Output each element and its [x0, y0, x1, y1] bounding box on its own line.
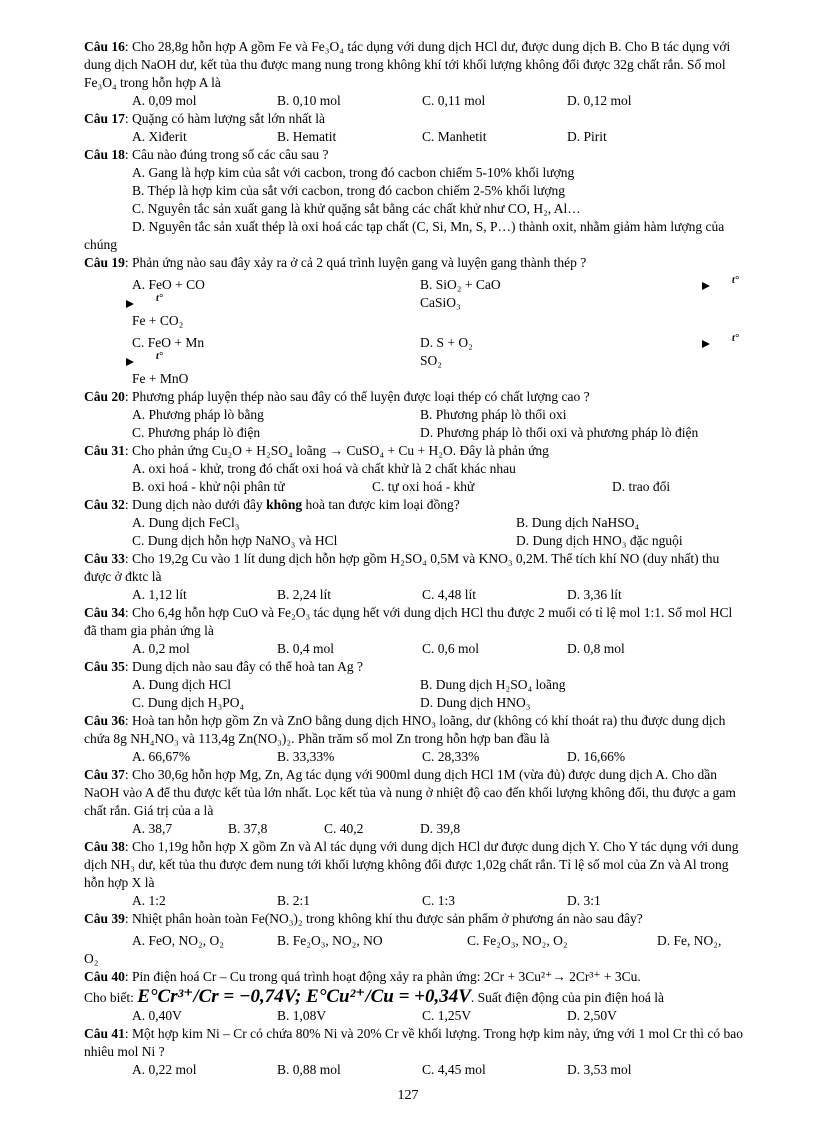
question-text: : Câu nào đúng trong số các câu sau ?: [124, 147, 329, 162]
option-a: A. 1:2: [132, 893, 166, 908]
question-label: Câu 36: [84, 713, 125, 728]
options-row: [84, 128, 746, 146]
option-a: A. 66,67%: [132, 749, 191, 764]
question-label: Câu 16: [84, 39, 125, 54]
option-b: B. Hematit: [277, 129, 337, 144]
option-a: A. 1,12 lít: [132, 587, 187, 602]
question-17: [84, 110, 746, 146]
option-d-continued: O₂: [84, 951, 99, 966]
option-b: [420, 276, 746, 330]
question-33: [84, 550, 746, 604]
options-row: [84, 424, 746, 442]
options-row: [84, 92, 746, 110]
question-32: [84, 496, 746, 550]
options-row: [84, 640, 746, 658]
option-c: C. 0,6 mol: [422, 641, 480, 656]
reactants: A. FeO + CO: [132, 277, 205, 292]
question-label: Câu 32: [84, 497, 125, 512]
options-row: [84, 514, 746, 532]
option-a: A. 0,09 mol: [132, 93, 197, 108]
option-d: D. Phương pháp lò thổi oxi và phương pháp lò điện: [420, 425, 699, 440]
option-a: A. FeO, NO₂, O₂: [132, 933, 224, 948]
question-38: [84, 838, 746, 910]
question-text: : Cho 19,2g Cu vào 1 lít dung dịch hỗn hợp gồm H₂SO₄ 0,5M và KNO₃ 0,2M. Thể tích khí NO (duy nhất) thu được ở đktc là: [84, 551, 720, 584]
options-row: [84, 676, 746, 694]
question-text: : Quặng có hàm lượng sắt lớn nhất là: [124, 111, 325, 126]
option-a: A. Dung dịch HCl: [132, 677, 231, 692]
products: SO₂: [420, 353, 442, 368]
option-b: B. Dung dịch H₂SO₄ loãng: [420, 677, 566, 692]
options-row: [84, 478, 746, 496]
option-a: A. Xiđerit: [132, 129, 187, 144]
option-c: C. tự oxi hoá - khử: [372, 479, 475, 494]
option-b: B. Phương pháp lò thổi oxi: [420, 407, 567, 422]
option-d: D. 3:1: [567, 893, 601, 908]
question-label: Câu 18: [84, 147, 125, 162]
option-a: A. 0,2 mol: [132, 641, 190, 656]
question-label: Câu 19: [84, 255, 125, 270]
question-label: Câu 31: [84, 443, 125, 458]
question-31: [84, 442, 746, 496]
option-a: A. 38,7: [132, 821, 173, 836]
question-text: : Pin điện hoá Cr – Cu trong quá trình hoạt động xảy ra phản ứng: 2Cr + 3Cu²⁺→ 2Cr³⁺ + 3Cu.: [124, 969, 641, 984]
reactants: D. S + O₂: [420, 335, 473, 350]
option-b: B. Dung dịch NaHSO₄: [516, 515, 640, 530]
question-text: : Hoà tan hỗn hợp gồm Zn và ZnO bằng dung dịch HNO₃ loãng, dư (không có khí thoát ra) thu được dung dịch chứa 8g NH₄NO₃ và 113,4g Zn(NO₃)₂. Phần trăm số mol Zn trong hỗn hợp ban đầu là: [84, 713, 726, 746]
option-b: B. 1,08V: [277, 1008, 327, 1023]
option-b: B. 0,88 mol: [277, 1062, 341, 1077]
option-b: B. 37,8: [228, 821, 268, 836]
option-d: D. 16,66%: [567, 749, 626, 764]
options-row: [84, 820, 746, 838]
option-b: B. Fe₂O₃, NO₂, NO: [277, 933, 383, 948]
question-41: [84, 1025, 746, 1079]
options-row: [84, 1061, 746, 1079]
option-b: B. 2:1: [277, 893, 311, 908]
option-c: C. Manhetit: [422, 129, 487, 144]
option-d: D. 0,8 mol: [567, 641, 625, 656]
option-c: C. 1,25V: [422, 1008, 472, 1023]
question-40: [84, 968, 746, 1025]
option-d: D. Fe, NO₂,: [657, 933, 722, 948]
options-row: [84, 532, 746, 550]
question-text: : Dung dịch nào sau đây có thể hoà tan Ag ?: [124, 659, 363, 674]
option-c: C. 4,45 mol: [422, 1062, 486, 1077]
option-c: C. Phương pháp lò điện: [132, 425, 261, 440]
question-label: Câu 41: [84, 1026, 125, 1041]
option-d: D. 2,50V: [567, 1008, 617, 1023]
products: Fe + MnO: [132, 371, 189, 386]
option-b: B. 0,4 mol: [277, 641, 335, 656]
question-label: Câu 34: [84, 605, 125, 620]
question-text: : Cho 30,6g hỗn hợp Mg, Zn, Ag tác dụng với 900ml dung dịch HCl 1M (vừa đủ) được dung dịch A. Cho dần NaOH vào A để thu được kết tủa lớn nhất. Lọc kết tủa và nung ở nhiệt độ cao đến khối lượng không đổi, thu được a gam chất rắn. Giá trị của a là: [84, 767, 736, 818]
question-label: Câu 33: [84, 551, 125, 566]
question-text: : Một hợp kim Ni – Cr có chứa 80% Ni và 20% Cr về khối lượng. Trong hợp kim này, ứng với 1 mol Cr thì có bao nhiêu mol Ni ?: [84, 1026, 743, 1059]
option-c: [132, 334, 420, 388]
question-text: : Cho 1,19g hỗn hợp X gồm Zn và Al tác dụng với dung dịch HCl dư được dung dịch Y. Cho Y tác dụng với dung dịch NH₃ dư, kết tủa thu được đem nung tới khối lượng không đổi được 1,02g chất rắn. Tỉ lệ số mol của Zn và Al trong hỗn hợp X là: [84, 839, 739, 890]
options-row: [84, 932, 746, 950]
question-20: [84, 388, 746, 442]
question-text: : Phản ứng nào sau đây xảy ra ở cả 2 quá trình luyện gang và luyện gang thành thép ?: [124, 255, 587, 270]
option-c: C. Nguyên tắc sản xuất gang là khử quặng sắt bằng các chất khử như CO, H₂, Al…: [132, 201, 581, 216]
question-emphasis: không: [266, 497, 303, 512]
option-d: D. 3,36 lít: [567, 587, 622, 602]
arrow-label: t°: [732, 274, 739, 286]
option-c: C. Dung dịch H₃PO₄: [132, 695, 245, 710]
options-row: [84, 586, 746, 604]
options-row: [84, 892, 746, 910]
option-c: C. 1:3: [422, 893, 456, 908]
option-c: C. Fe₂O₃, NO₂, O₂: [467, 933, 568, 948]
option-b: B. 2,24 lít: [277, 587, 332, 602]
option-d: D. Pirit: [567, 129, 607, 144]
question-label: Câu 39: [84, 911, 125, 926]
reactants: B. SiO₂ + CaO: [420, 277, 501, 292]
option-b: B. Thép là hợp kim của sắt với cacbon, trong đó cacbon chiếm 2-5% khối lượng: [132, 183, 566, 198]
question-label: Câu 17: [84, 111, 125, 126]
option-a: A. 0,22 mol: [132, 1062, 197, 1077]
option-d: D. Nguyên tắc sản xuất thép là oxi hoá các tạp chất (C, Si, Mn, S, P…) thành oxit, nhằm giảm hàm lượng của chúng: [84, 219, 725, 252]
options-row: [84, 276, 746, 330]
option-a: [132, 276, 420, 330]
question-16: [84, 38, 746, 110]
given-text-end: . Suất điện động của pin điện hoá là: [470, 990, 665, 1005]
option-d: D. trao đổi: [612, 479, 671, 494]
question-text: : Nhiệt phân hoàn toàn Fe(NO₃)₂ trong không khí thu được sản phẩm ở phương án nào sau đây?: [124, 911, 643, 926]
option-d: [420, 334, 746, 388]
question-text: : Cho 6,4g hỗn hợp CuO và Fe₂O₃ tác dụng hết với dung dịch HCl thu được 2 muối có tỉ lệ mol 1:1. Số mol HCl đã tham gia phản ứng là: [84, 605, 733, 638]
option-b: B. 0,10 mol: [277, 93, 341, 108]
option-c: C. 28,33%: [422, 749, 480, 764]
question-35: [84, 658, 746, 712]
question-label: Câu 40: [84, 969, 125, 984]
option-c: C. 4,48 lít: [422, 587, 477, 602]
option-d: D. 0,12 mol: [567, 93, 632, 108]
option-a: A. Gang là hợp kim của sắt với cacbon, trong đó cacbon chiếm 5-10% khối lượng: [132, 165, 575, 180]
option-d: D. Dung dịch HNO₃ đặc nguội: [516, 533, 683, 548]
options-row: [84, 1007, 746, 1025]
reactants: C. FeO + Mn: [132, 335, 205, 350]
option-c: C. 40,2: [324, 821, 364, 836]
document-page: [84, 38, 746, 1079]
question-39: [84, 910, 746, 968]
question-19: [84, 254, 746, 388]
arrow-label: t°: [156, 292, 163, 304]
options-row: [84, 694, 746, 712]
question-text-end: hoà tan được kim loại đồng?: [302, 497, 460, 512]
option-a: A. Phương pháp lò bằng: [132, 407, 264, 422]
option-a: A. Dung dịch FeCl₃: [132, 515, 240, 530]
option-c: C. Dung dịch hỗn hợp NaNO₃ và HCl: [132, 533, 338, 548]
question-text: : Dung dịch nào dưới đây: [124, 497, 267, 512]
option-a: A. 0,40V: [132, 1008, 182, 1023]
option-b: B. 33,33%: [277, 749, 335, 764]
products: Fe + CO₂: [132, 313, 184, 328]
page-number: 127: [397, 1088, 419, 1103]
arrow-label: t°: [732, 332, 739, 344]
option-d: D. Dung dịch HNO₃: [420, 695, 531, 710]
question-label: Câu 37: [84, 767, 125, 782]
question-18: [84, 146, 746, 254]
question-label: Câu 38: [84, 839, 125, 854]
question-label: Câu 20: [84, 389, 125, 404]
question-label: Câu 35: [84, 659, 125, 674]
question-37: [84, 766, 746, 838]
arrow-label: t°: [156, 350, 163, 362]
option-b: B. oxi hoá - khử nội phân tử: [132, 479, 285, 494]
question-36: [84, 712, 746, 766]
question-34: [84, 604, 746, 658]
electrode-potential-formula: E°Cr³⁺/Cr = −0,74V; E°Cu²⁺/Cu = +0,34V: [137, 986, 471, 1007]
option-d: D. 39,8: [420, 821, 461, 836]
option-d: D. 3,53 mol: [567, 1062, 632, 1077]
question-text: : Cho 28,8g hỗn hợp A gồm Fe và Fe₃O₄ tác dụng với dung dịch HCl dư, được dung dịch B. Cho B tác dụng với dung dịch NaOH dư, kết tủa thu được mang nung trong không khí tới khối lượng không đổi được 32g chất rắn. Số mol Fe₃O₄ trong hỗn hợp A là: [84, 39, 731, 90]
products: CaSiO₃: [420, 295, 461, 310]
question-text: : Cho phản ứng Cu₂O + H₂SO₄ loãng → CuSO₄ + Cu + H₂O. Đây là phản ứng: [124, 443, 549, 458]
option-a: A. oxi hoá - khử, trong đó chất oxi hoá và chất khử là 2 chất khác nhau: [132, 461, 516, 476]
options-row: [84, 406, 746, 424]
options-row: [84, 334, 746, 388]
given-text: Cho biết:: [84, 990, 138, 1005]
option-c: C. 0,11 mol: [422, 93, 486, 108]
options-row: [84, 748, 746, 766]
question-text: : Phương pháp luyện thép nào sau đây có thể luyện được loại thép có chất lượng cao ?: [124, 389, 590, 404]
